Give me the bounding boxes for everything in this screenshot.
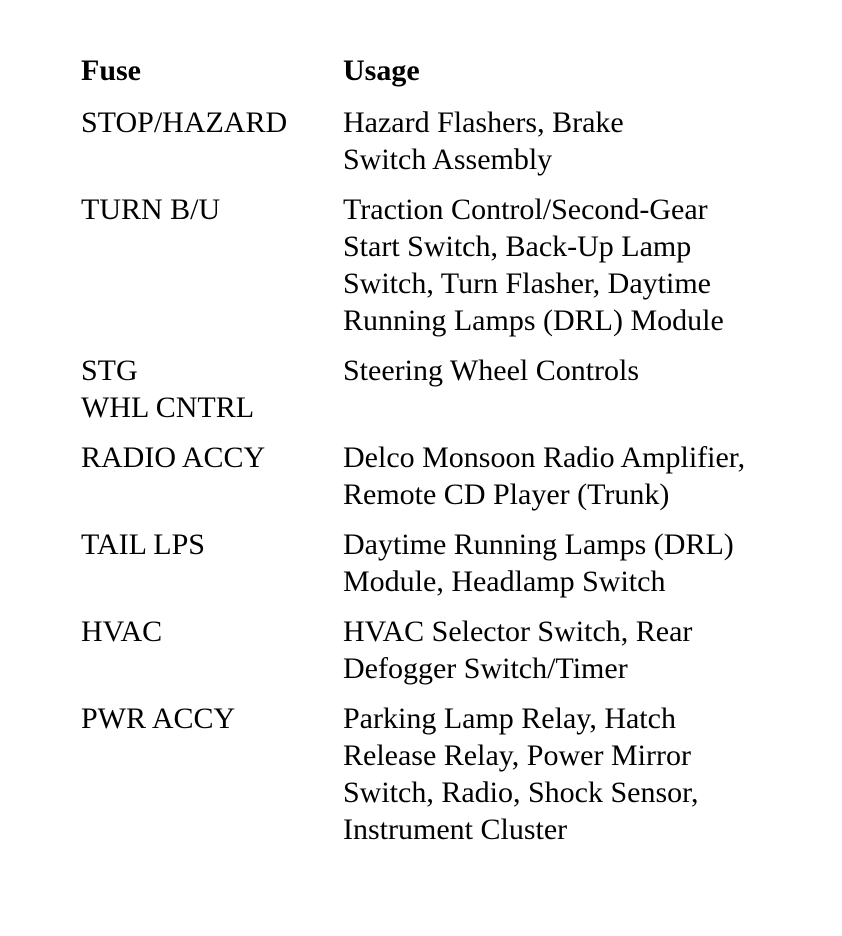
table-row [81, 352, 821, 426]
usage-cell: HVAC Selector Switch, Rear Defogger Switch/Timer [343, 615, 693, 685]
table-row [81, 104, 821, 178]
table-row [81, 439, 821, 513]
usage-cell: Steering Wheel Controls [343, 354, 640, 387]
fuse-usage-table [81, 52, 821, 861]
fuse-name-cell: TURN B/U [81, 193, 221, 226]
table-row [81, 191, 821, 339]
usage-cell: Traction Control/Second-Gear Start Switch, Back-Up Lamp Switch, Turn Flasher, Daytime Running Lamps (DRL) Module [343, 193, 724, 337]
usage-column-header: Usage [343, 54, 420, 87]
usage-cell: Parking Lamp Relay, Hatch Release Relay, Power Mirror Switch, Radio, Shock Sensor, Instrument Cluster [343, 702, 699, 846]
table-row [81, 613, 821, 687]
table-row [81, 700, 821, 848]
table-row [81, 526, 821, 600]
fuse-name-cell: PWR ACCY [81, 702, 236, 735]
fuse-name-cell: STG WHL CNTRL [81, 354, 255, 424]
fuse-name-cell: TAIL LPS [81, 528, 205, 561]
fuse-name-cell: HVAC [81, 615, 163, 648]
usage-cell: Daytime Running Lamps (DRL) Module, Headlamp Switch [343, 528, 734, 598]
fuse-name-cell: STOP/HAZARD [81, 106, 288, 139]
usage-cell: Delco Monsoon Radio Amplifier, Remote CD Player (Trunk) [343, 441, 746, 511]
usage-cell: Hazard Flashers, Brake Switch Assembly [343, 106, 624, 176]
fuse-name-cell: RADIO ACCY [81, 441, 266, 474]
fuse-column-header: Fuse [81, 54, 141, 87]
table-header-row [81, 52, 821, 90]
